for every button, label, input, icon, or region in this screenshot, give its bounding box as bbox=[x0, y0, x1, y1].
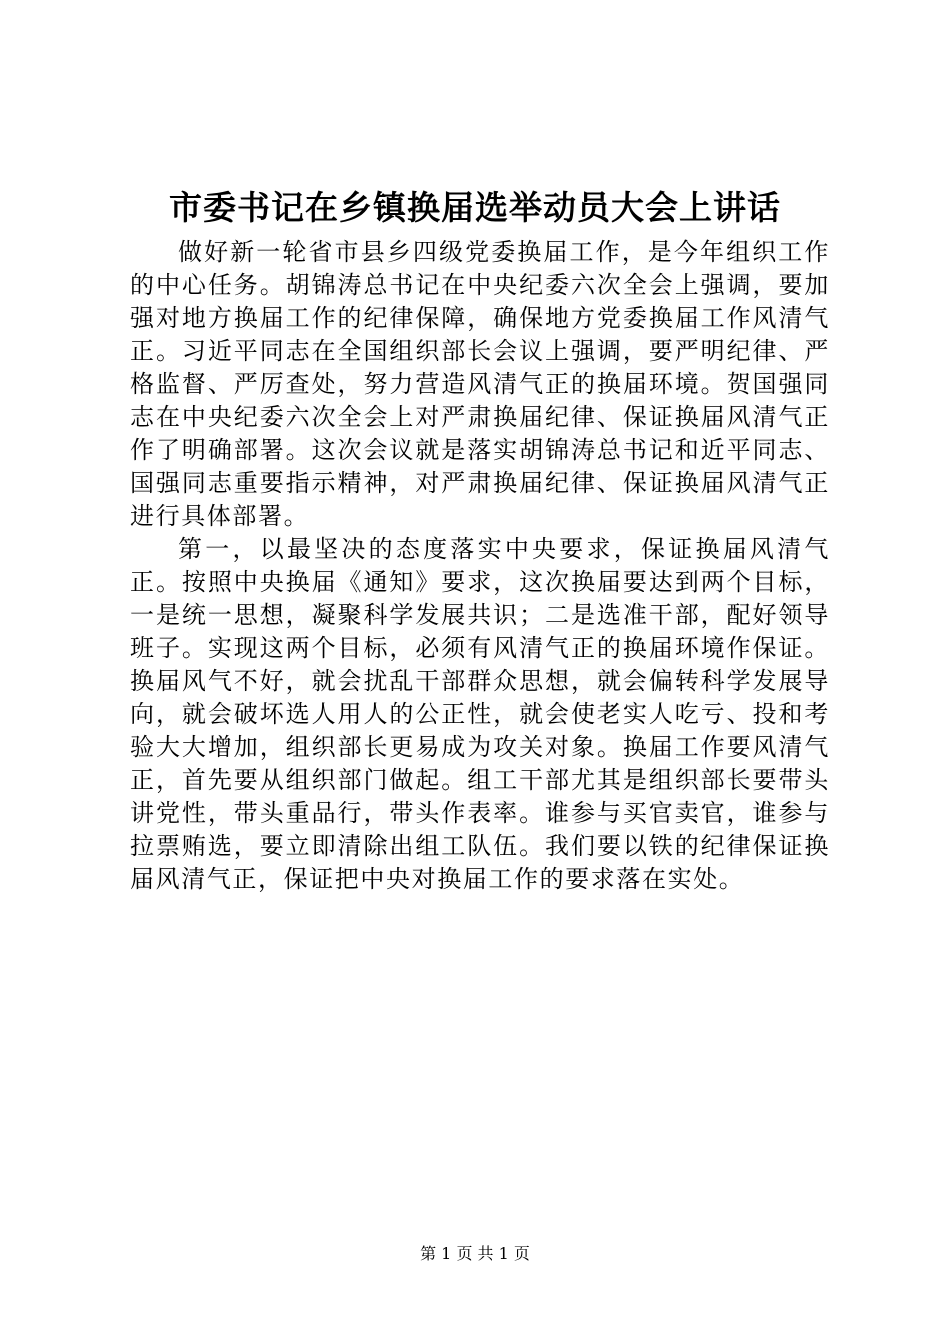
document-body bbox=[130, 236, 830, 896]
document-title: 市委书记在乡镇换届选举动员大会上讲话 bbox=[169, 188, 781, 227]
paragraph-first-point: 第一，以最坚决的态度落实中央要求，保证换届风清气正。按照中央换届《通知》要求，这次换届要达到两个目标，一是统一思想，凝聚科学发展共识；二是选准干部，配好领导班子。实现这两个目标，必须有风清气正的换届环境作保证。换届风气不好，就会扰乱干部群众思想，就会偏转科学发展导向，就会破坏选人用人的公正性，就会使老实人吃亏、投和考验大大增加，组织部长更易成为攻关对象。换届工作要风清气正，首先要从组织部门做起。组工干部尤其是组织部长要带头讲党性，带头重品行，带头作表率。谁参与买官卖官，谁参与拉票贿选，要立即清除出组工队伍。我们要以铁的纪律保证换届风清气正，保证把中央对换届工作的要求落在实处。 bbox=[130, 535, 830, 893]
paragraph-intro: 做好新一轮省市县乡四级党委换届工作，是今年组织工作的中心任务。胡锦涛总书记在中央纪委六次全会上强调，要加强对地方换届工作的纪律保障，确保地方党委换届工作风清气正。习近平同志在全国组织部长会议上强调，要严明纪律、严格监督、严厉查处，努力营造风清气正的换届环境。贺国强同志在中央纪委六次全会上对严肃换届纪律、保证换届风清气正作了明确部署。这次会议就是落实胡锦涛总书记和近平同志、国强同志重要指示精神，对严肃换届纪律、保证换届风清气正进行具体部署。 bbox=[130, 238, 830, 530]
page-footer: 第 1 页 共 1 页 bbox=[420, 1244, 530, 1263]
